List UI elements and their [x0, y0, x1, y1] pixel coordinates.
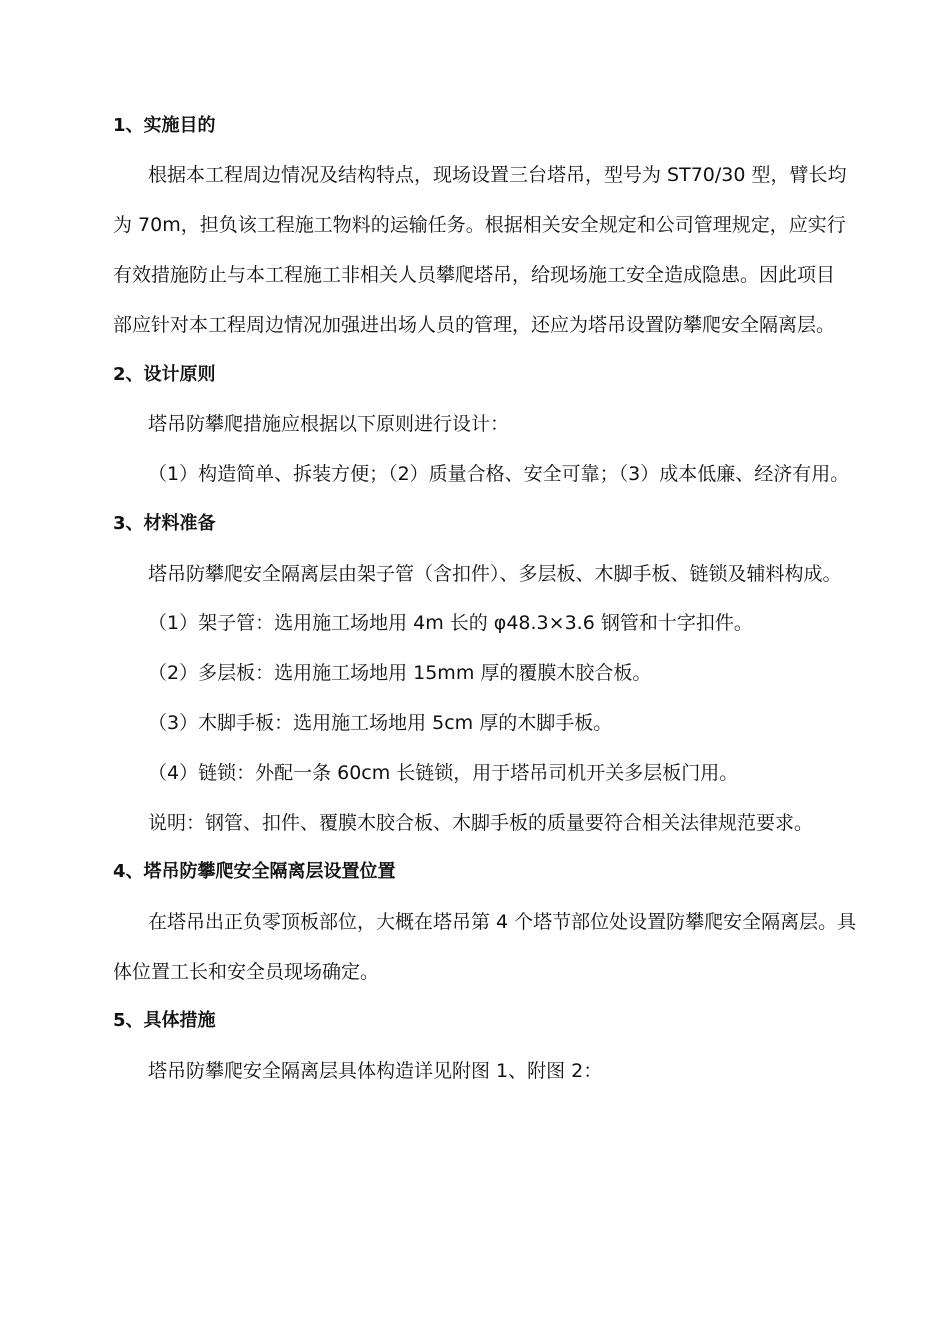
section-1-paragraph-line-2: 为 70m，担负该工程施工物料的运输任务。根据相关安全规定和公司管理规定，应实行	[113, 214, 846, 236]
section-1-heading: 1、实施目的	[113, 115, 216, 136]
section-1-paragraph-line-4: 部应针对本工程周边情况加强进出场人员的管理，还应为塔吊设置防攀爬安全隔离层。	[113, 314, 836, 336]
section-2-intro: 塔吊防攀爬措施应根据以下原则进行设计：	[148, 413, 510, 435]
section-3-intro: 塔吊防攀爬安全隔离层由架子管（含扣件）、多层板、木脚手板、链锁及辅料构成。	[148, 563, 842, 585]
section-4-paragraph-line-2: 体位置工长和安全员现场确定。	[113, 961, 380, 983]
section-2-heading: 2、设计原则	[113, 364, 216, 385]
section-1-paragraph-line-1: 根据本工程周边情况及结构特点，现场设置三台塔吊，型号为 ST70/30 型，臂长均	[148, 164, 847, 186]
section-3-item-1: （1）架子管：选用施工场地用 4m 长的 φ48.3×3.6 钢管和十字扣件。	[148, 612, 753, 634]
section-5-heading: 5、具体措施	[113, 1010, 216, 1031]
section-1-paragraph-line-3: 有效措施防止与本工程施工非相关人员攀爬塔吊，给现场施工安全造成隐患。因此项目	[113, 264, 836, 286]
section-3-item-3: （3）木脚手板：选用施工场地用 5cm 厚的木脚手板。	[148, 712, 613, 734]
section-4-paragraph-line-1: 在塔吊出正负零顶板部位，大概在塔吊第 4 个塔节部位处设置防攀爬安全隔离层。具	[148, 911, 857, 933]
section-5-paragraph: 塔吊防攀爬安全隔离层具体构造详见附图 1、附图 2：	[148, 1060, 603, 1082]
section-3-heading: 3、材料准备	[113, 513, 216, 534]
section-3-item-2: （2）多层板：选用施工场地用 15mm 厚的覆膜木胶合板。	[148, 662, 652, 684]
section-3-item-4: （4）链锁：外配一条 60cm 长链锁，用于塔吊司机开关多层板门用。	[148, 762, 739, 784]
section-3-note: 说明：钢管、扣件、覆膜木胶合板、木脚手板的质量要符合相关法律规范要求。	[148, 812, 814, 834]
section-4-heading: 4、塔吊防攀爬安全隔离层设置位置	[113, 861, 396, 882]
section-2-principles: （1）构造简单、拆装方便；（2）质量合格、安全可靠；（3）成本低廉、经济有用。	[148, 463, 850, 485]
